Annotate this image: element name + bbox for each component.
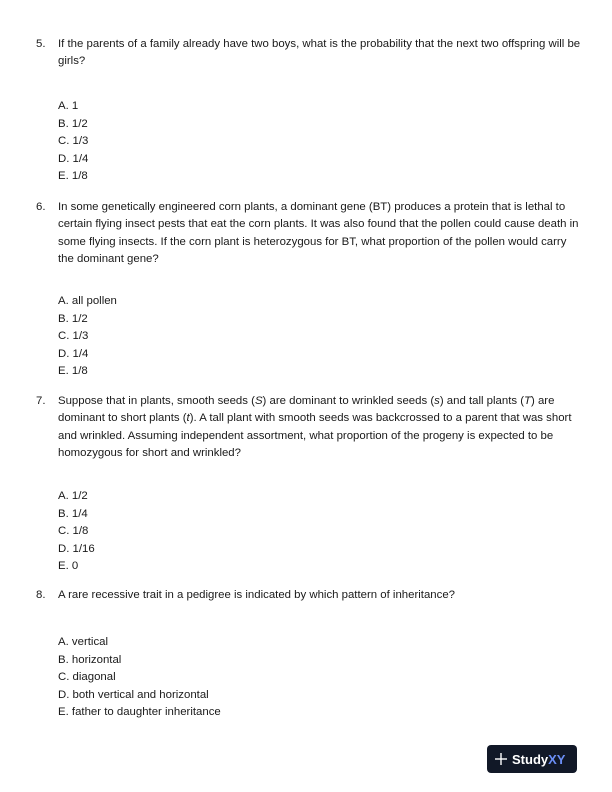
option-e[interactable]: E. 0 [58, 560, 79, 572]
option-d[interactable]: D. 1/4 [58, 347, 89, 360]
option-c[interactable]: C. 1/8 [58, 525, 89, 537]
option-e[interactable]: E. 1/8 [58, 365, 88, 377]
option-a[interactable]: A. 1 [58, 100, 79, 112]
option-d[interactable]: D. 1/4 [58, 152, 89, 165]
options-list-5 [58, 98, 88, 186]
option-e[interactable]: E. 1/8 [58, 170, 88, 182]
option-b[interactable]: B. horizontal [58, 653, 122, 666]
options-list-7 [58, 488, 95, 576]
question-number: 8. [36, 589, 46, 601]
question-number: 6. [36, 201, 46, 213]
plus-logo-icon [494, 752, 508, 766]
question-number: 5. [36, 38, 46, 50]
question-8 [36, 587, 581, 604]
option-c[interactable]: C. 1/3 [58, 135, 89, 147]
option-c[interactable]: C. diagonal [58, 671, 116, 683]
options-list-8 [58, 634, 221, 722]
option-c[interactable]: C. 1/3 [58, 330, 89, 342]
option-b[interactable]: B. 1/2 [58, 312, 88, 325]
options-list-6 [58, 293, 117, 381]
question-number: 7. [36, 395, 46, 407]
question-7 [36, 393, 581, 463]
brand-name-study: Study [512, 751, 549, 767]
question-text: A rare recessive trait in a pedigree is indicated by which pattern of inheritance? [58, 589, 455, 601]
option-e[interactable]: E. father to daughter inheritance [58, 706, 221, 718]
question-5 [36, 36, 581, 71]
option-b[interactable]: B. 1/2 [58, 117, 88, 130]
option-d[interactable]: D. 1/16 [58, 542, 95, 555]
question-text: If the parents of a family already have two boys, what is the probability that the next two offspring will be girls? [58, 38, 581, 68]
option-a[interactable]: A. vertical [58, 636, 109, 648]
question-text: Suppose that in plants, smooth seeds (S) are dominant to wrinkled seeds (s) and tall plants (T) are dominant to short plants (t). A tall plant with smooth seeds was backcrossed to a parent that was short and wrinkled. Assuming independent assortment, what proportion of the progeny is expected to be homozygous for short and wrinkled? [58, 395, 572, 460]
question-text: In some genetically engineered corn plants, a dominant gene (BT) produces a protein that is lethal to certain flying insect pests that eat the corn plants. It was also found that the pollen could cause death in some flying insects. If the corn plant is heterozygous for BT, what proportion of the pollen would carry the dominant gene? [58, 201, 579, 266]
option-a[interactable]: A. 1/2 [58, 490, 88, 502]
brand-name-xy: XY [548, 751, 566, 767]
option-b[interactable]: B. 1/4 [58, 507, 88, 520]
option-d[interactable]: D. both vertical and horizontal [58, 688, 209, 701]
option-a[interactable]: A. all pollen [58, 295, 117, 307]
studyxy-logo-badge [487, 745, 577, 773]
question-6 [36, 199, 581, 269]
